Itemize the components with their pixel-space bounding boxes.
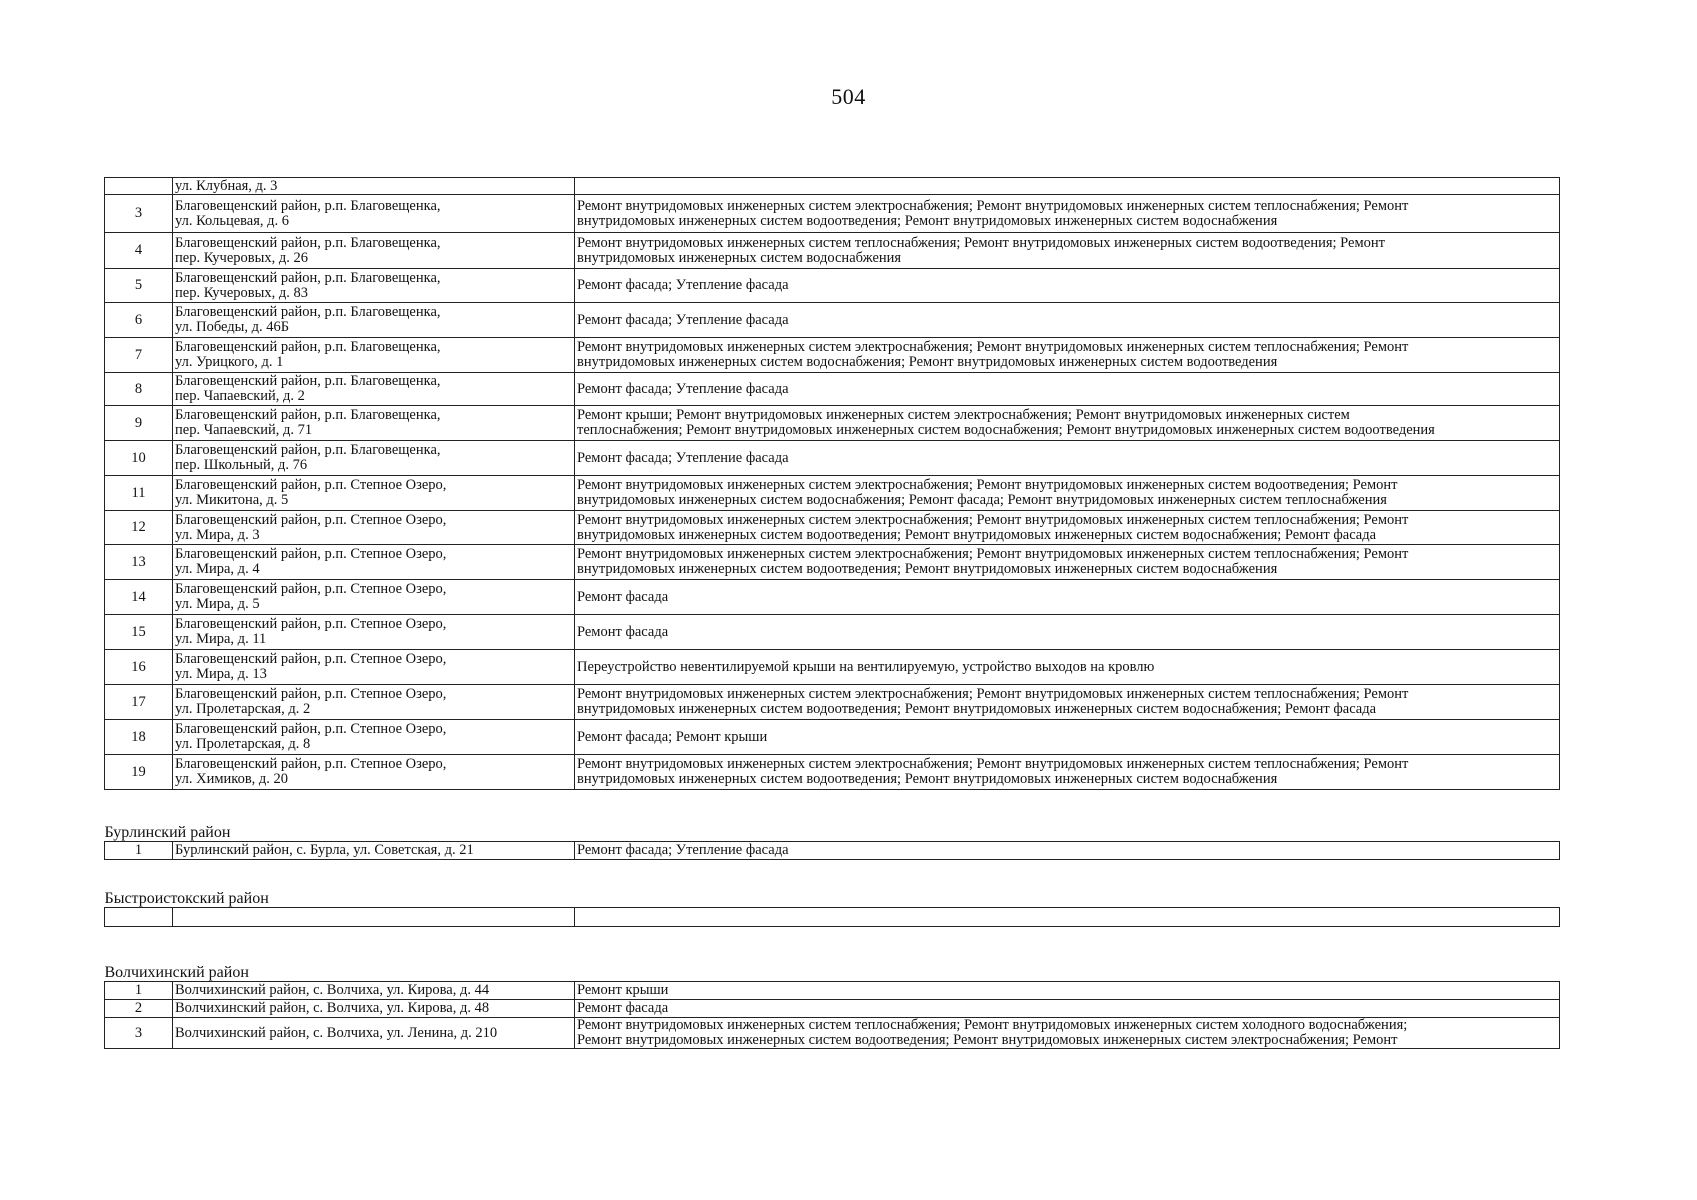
works-cell-line: внутридомовых инженерных систем водоотведения; Ремонт внутридомовых инженерных систем водоснабжения; Ремонт фасада [577, 526, 1377, 543]
works-cell-line: Ремонт фасада [577, 1000, 669, 1016]
works-cell [575, 1000, 1560, 1018]
row-number: 3 [105, 1018, 173, 1049]
address-cell [173, 373, 575, 406]
district-title: Бурлинский район [105, 790, 1560, 842]
address-cell [173, 580, 575, 615]
address-cell-line: Благовещенский район, р.п. Благовещенка, [175, 269, 441, 286]
works-cell [575, 511, 1560, 545]
row-number: 14 [105, 580, 173, 615]
row-number: 1 [105, 842, 173, 860]
address-cell-line: ул. Мира, д. 4 [175, 561, 260, 577]
table-row [105, 908, 1560, 927]
table-row [105, 269, 1560, 303]
address-cell-line: Благовещенский район, р.п. Степное Озеро, [175, 511, 447, 528]
works-cell-line: Ремонт фасада; Утепление фасада [577, 277, 789, 293]
address-cell [173, 1018, 575, 1049]
works-cell [575, 373, 1560, 406]
table-row [105, 650, 1560, 685]
row-number [105, 908, 173, 927]
address-cell [173, 1000, 575, 1018]
row-number: 10 [105, 441, 173, 476]
address-cell-line: пер. Чапаевский, д. 2 [175, 388, 305, 404]
address-cell-line: Волчихинский район, с. Волчиха, ул. Кирова, д. 48 [175, 1000, 490, 1016]
address-cell-line: Благовещенский район, р.п. Благовещенка, [175, 442, 441, 458]
works-cell [575, 982, 1560, 1000]
address-cell [173, 545, 575, 580]
works-cell-line: Ремонт внутридомовых инженерных систем электроснабжения; Ремонт внутридомовых инженерных систем теплоснабжения; Ремонт [577, 511, 1409, 528]
address-cell-line: ул. Мира, д. 11 [175, 631, 267, 647]
district-title: Волчихинский район [105, 927, 1560, 982]
address-cell-line: Волчихинский район, с. Волчиха, ул. Ленина, д. 210 [175, 1024, 498, 1041]
address-cell-line: Благовещенский район, р.п. Степное Озеро, [175, 686, 447, 702]
address-cell-line: ул. Мира, д. 13 [175, 666, 267, 682]
table-body [105, 178, 1560, 1049]
address-cell-line: Благовещенский район, р.п. Благовещенка, [175, 304, 441, 320]
row-number: 3 [105, 195, 173, 233]
row-number: 2 [105, 1000, 173, 1018]
works-cell-line: теплоснабжения; Ремонт внутридомовых инженерных систем водоснабжения; Ремонт внутридомовых инженерных систем водоотведения [577, 422, 1435, 438]
row-number: 16 [105, 650, 173, 685]
works-cell [575, 1018, 1560, 1049]
works-cell-line: Ремонт внутридомовых инженерных систем электроснабжения; Ремонт внутридомовых инженерных систем теплоснабжения; Ремонт [577, 756, 1409, 772]
works-cell-line: внутридомовых инженерных систем водоотведения; Ремонт внутридомовых инженерных систем водоснабжения [577, 212, 1278, 229]
address-cell [173, 195, 575, 233]
address-cell-line: ул. Пролетарская, д. 8 [175, 736, 311, 752]
address-cell-line: пер. Чапаевский, д. 71 [175, 422, 313, 438]
works-cell-line: внутридомовых инженерных систем водоотведения; Ремонт внутридомовых инженерных систем водоснабжения [577, 561, 1278, 577]
address-cell-line: ул. Победы, д. 46Б [175, 319, 290, 335]
address-cell [173, 269, 575, 303]
address-cell-line: Благовещенский район, р.п. Степное Озеро, [175, 756, 447, 772]
works-cell-line: Ремонт внутридомовых инженерных систем электроснабжения; Ремонт внутридомовых инженерных систем водоотведения; Ремонт [577, 477, 1398, 493]
works-cell-line: Ремонт внутридомовых инженерных систем электроснабжения; Ремонт внутридомовых инженерных систем теплоснабжения; Ремонт [577, 197, 1409, 214]
works-cell [575, 685, 1560, 720]
row-number: 19 [105, 755, 173, 790]
address-cell [173, 650, 575, 685]
address-cell-line: Благовещенский район, р.п. Благовещенка, [175, 339, 441, 355]
works-cell-line: внутридомовых инженерных систем водоотведения; Ремонт внутридомовых инженерных систем водоснабжения; Ремонт фасада [577, 701, 1377, 717]
address-cell [173, 406, 575, 441]
address-cell [173, 441, 575, 476]
table-row [105, 982, 1560, 1000]
works-cell [575, 755, 1560, 790]
row-number: 18 [105, 720, 173, 755]
row-number: 9 [105, 406, 173, 441]
address-cell-line: пер. Кучеровых, д. 26 [175, 249, 308, 266]
works-cell-line: Ремонт внутридомовых инженерных систем электроснабжения; Ремонт внутридомовых инженерных систем теплоснабжения; Ремонт [577, 686, 1409, 702]
row-number: 11 [105, 476, 173, 511]
works-cell [575, 406, 1560, 441]
works-cell-line: Ремонт фасада [577, 623, 669, 640]
works-cell-line: Ремонт фасада; Утепление фасада [577, 449, 789, 466]
address-cell [173, 685, 575, 720]
address-cell-line: ул. Кольцевая, д. 6 [175, 212, 290, 229]
works-cell-line: Ремонт фасада; Утепление фасада [577, 380, 789, 397]
row-number: 12 [105, 511, 173, 545]
works-cell-line: Ремонт крыши; Ремонт внутридомовых инженерных систем электроснабжения; Ремонт внутридомовых инженерных систем [577, 407, 1350, 423]
address-cell-line: ул. Урицкого, д. 1 [175, 354, 284, 370]
address-cell-line: пер. Кучеровых, д. 83 [175, 284, 308, 301]
address-cell [173, 303, 575, 338]
address-cell-line: ул. Клубная, д. 3 [175, 177, 278, 194]
address-cell-line: ул. Пролетарская, д. 2 [175, 701, 311, 717]
works-cell [575, 476, 1560, 511]
works-cell [575, 545, 1560, 580]
district-section-header [105, 927, 1560, 982]
table-row [105, 1000, 1560, 1018]
works-cell [575, 338, 1560, 373]
address-cell [173, 720, 575, 755]
works-cell-line: внутридомовых инженерных систем водоснабжения; Ремонт внутридомовых инженерных систем водоотведения [577, 354, 1278, 370]
address-cell [173, 511, 575, 545]
address-cell [173, 476, 575, 511]
table-row [105, 615, 1560, 650]
address-cell [173, 842, 575, 860]
table-row [105, 545, 1560, 580]
address-cell [173, 338, 575, 373]
works-cell-line: Ремонт фасада; Утепление фасада [577, 311, 789, 328]
row-number: 4 [105, 233, 173, 269]
works-cell [575, 269, 1560, 303]
table-row [105, 195, 1560, 233]
works-cell-line: внутридомовых инженерных систем водоснабжения [577, 249, 902, 266]
address-cell [173, 755, 575, 790]
works-cell [575, 441, 1560, 476]
works-cell-line: Ремонт внутридомовых инженерных систем электроснабжения; Ремонт внутридомовых инженерных систем теплоснабжения; Ремонт [577, 546, 1409, 562]
works-cell [575, 908, 1560, 927]
district-section-header [105, 860, 1560, 908]
address-cell-line: ул. Мира, д. 3 [175, 526, 260, 543]
works-cell-line: Ремонт внутридомовых инженерных систем теплоснабжения; Ремонт внутридомовых инженерных систем водоотведения; Ремонт [577, 234, 1385, 251]
address-cell-line: Бурлинский район, с. Бурла, ул. Советская, д. 21 [175, 842, 474, 858]
row-number: 6 [105, 303, 173, 338]
works-cell-line: Ремонт внутридомовых инженерных систем теплоснабжения; Ремонт внутридомовых инженерных систем холодного водоснабжения; [577, 1017, 1408, 1033]
repair-schedule-table [104, 177, 1560, 1049]
page-number: 504 [831, 84, 866, 109]
district-title: Быстроистокский район [105, 860, 1560, 908]
row-number: 8 [105, 373, 173, 406]
works-cell-line: Ремонт фасада [577, 588, 669, 605]
table-row [105, 441, 1560, 476]
works-cell-line: Ремонт внутридомовых инженерных систем водоотведения; Ремонт внутридомовых инженерных систем электроснабжения; Ремонт [577, 1032, 1398, 1048]
works-cell [575, 615, 1560, 650]
table-row [105, 303, 1560, 338]
address-cell-line: ул. Микитона, д. 5 [175, 492, 289, 508]
works-cell-line: Ремонт фасада; Утепление фасада [577, 842, 789, 858]
table-row [105, 755, 1560, 790]
table-row [105, 476, 1560, 511]
works-cell-line: Ремонт крыши [577, 982, 669, 998]
address-cell-line: Благовещенский район, р.п. Благовещенка, [175, 234, 441, 251]
address-cell [173, 982, 575, 1000]
table-row [105, 842, 1560, 860]
address-cell-line: пер. Школьный, д. 76 [175, 457, 308, 473]
row-number: 5 [105, 269, 173, 303]
address-cell [173, 615, 575, 650]
address-cell-line: Благовещенский район, р.п. Степное Озеро, [175, 616, 447, 632]
address-cell-line: Благовещенский район, р.п. Степное Озеро, [175, 477, 447, 493]
row-number: 13 [105, 545, 173, 580]
works-cell-line: Ремонт фасада; Ремонт крыши [577, 728, 768, 745]
address-cell-line: Благовещенский район, р.п. Степное Озеро, [175, 581, 447, 597]
works-cell [575, 233, 1560, 269]
works-cell [575, 842, 1560, 860]
address-cell-line: Благовещенский район, р.п. Степное Озеро, [175, 721, 447, 737]
row-number: 1 [105, 982, 173, 1000]
district-section-header [105, 790, 1560, 842]
row-number: 7 [105, 338, 173, 373]
table-row [105, 1018, 1560, 1049]
address-cell-line: Благовещенский район, р.п. Степное Озеро, [175, 651, 447, 667]
works-cell-line: внутридомовых инженерных систем водоотведения; Ремонт внутридомовых инженерных систем водоснабжения [577, 771, 1278, 787]
address-cell-line: ул. Мира, д. 5 [175, 596, 260, 612]
works-cell-line: Ремонт внутридомовых инженерных систем электроснабжения; Ремонт внутридомовых инженерных систем теплоснабжения; Ремонт [577, 339, 1409, 355]
address-cell-line: Благовещенский район, р.п. Степное Озеро, [175, 546, 447, 562]
table-row [105, 373, 1560, 406]
address-cell-line: Благовещенский район, р.п. Благовещенка, [175, 197, 441, 214]
address-cell [173, 908, 575, 927]
works-cell-line: Переустройство невентилируемой крыши на вентилируемую, устройство выходов на кровлю [577, 658, 1155, 675]
table-row [105, 511, 1560, 545]
works-cell [575, 178, 1560, 195]
table-row [105, 233, 1560, 269]
table-row [105, 338, 1560, 373]
row-number [105, 178, 173, 195]
works-cell [575, 580, 1560, 615]
address-cell-line: Волчихинский район, с. Волчиха, ул. Кирова, д. 44 [175, 982, 490, 998]
table-row [105, 720, 1560, 755]
works-cell [575, 303, 1560, 338]
row-number: 17 [105, 685, 173, 720]
works-cell [575, 195, 1560, 233]
address-cell [173, 233, 575, 269]
works-cell-line: внутридомовых инженерных систем водоснабжения; Ремонт фасада; Ремонт внутридомовых инженерных систем теплоснабжения [577, 492, 1387, 508]
row-number: 15 [105, 615, 173, 650]
table-row [105, 406, 1560, 441]
table-row [105, 580, 1560, 615]
works-cell [575, 650, 1560, 685]
address-cell-line: Благовещенский район, р.п. Благовещенка, [175, 407, 441, 423]
address-cell [173, 178, 575, 195]
address-cell-line: Благовещенский район, р.п. Благовещенка, [175, 373, 441, 389]
table-row [105, 685, 1560, 720]
table-row [105, 178, 1560, 195]
address-cell-line: ул. Химиков, д. 20 [175, 771, 289, 787]
works-cell [575, 720, 1560, 755]
